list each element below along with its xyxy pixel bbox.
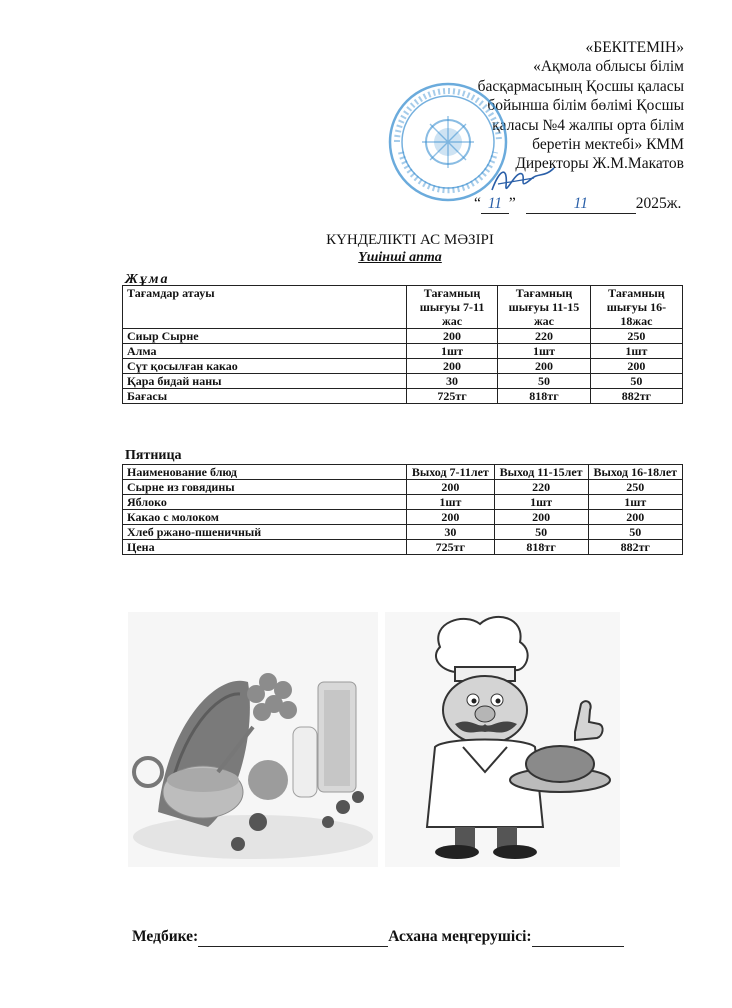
table-row bbox=[123, 374, 683, 389]
date-open-quote: “ bbox=[474, 195, 481, 212]
price-label: Бағасы bbox=[123, 389, 407, 404]
portion-value: 1шт bbox=[407, 344, 498, 359]
portion-value: 200 bbox=[590, 359, 682, 374]
portion-value: 200 bbox=[407, 480, 495, 495]
kazakh-menu-table bbox=[122, 285, 683, 404]
portion-value: 1шт bbox=[407, 495, 495, 510]
portion-value: 50 bbox=[588, 525, 683, 540]
portion-value: 220 bbox=[494, 480, 588, 495]
table-row bbox=[123, 329, 683, 344]
dish-name: Сүт қосылған какао bbox=[123, 359, 407, 374]
date-month: 11 bbox=[526, 195, 636, 214]
day-label-russian: Пятница bbox=[125, 448, 182, 463]
table-row bbox=[123, 359, 683, 374]
approval-line: қаласы №4 жалпы орта білім bbox=[492, 116, 684, 134]
russian-menu-table bbox=[122, 464, 683, 555]
table-header-cell: Тағамдар атауы bbox=[123, 286, 407, 329]
dish-name: Алма bbox=[123, 344, 407, 359]
table-row bbox=[123, 480, 683, 495]
portion-value: 1шт bbox=[588, 495, 683, 510]
price-value: 818тг bbox=[494, 540, 588, 555]
date-day: 11 bbox=[481, 195, 509, 214]
dish-name: Яблоко bbox=[123, 495, 407, 510]
portion-value: 200 bbox=[498, 359, 591, 374]
approval-line: «Ақмола облысы білім bbox=[533, 58, 684, 76]
portion-value: 220 bbox=[498, 329, 591, 344]
approval-line: «БЕКІТЕМІН» bbox=[585, 39, 684, 56]
dish-name: Хлеб ржано-пшеничный bbox=[123, 525, 407, 540]
director-signature-icon bbox=[488, 160, 558, 200]
table-row bbox=[123, 344, 683, 359]
nurse-signature-line bbox=[198, 928, 388, 947]
portion-value: 30 bbox=[407, 525, 495, 540]
food-still-life-image bbox=[128, 612, 378, 867]
table-header-cell: Выход 11-15лет bbox=[494, 465, 588, 480]
table-header-cell: Выход 7-11лет bbox=[407, 465, 495, 480]
table-header-cell: Тағамның шығуы 7-11 жас bbox=[407, 286, 498, 329]
dish-name: Сырне из говядины bbox=[123, 480, 407, 495]
table-header-cell: Тағамның шығуы 11-15 жас bbox=[498, 286, 591, 329]
portion-value: 200 bbox=[407, 510, 495, 525]
canteen-signature-line bbox=[532, 928, 624, 947]
nurse-label: Медбике: bbox=[132, 928, 199, 945]
price-value: 882тг bbox=[588, 540, 683, 555]
canteen-manager-label: Асхана меңгерушісі: bbox=[388, 928, 532, 945]
portion-value: 250 bbox=[588, 480, 683, 495]
portion-value: 250 bbox=[590, 329, 682, 344]
approval-line: бойынша білім бөлімі Қосшы bbox=[487, 97, 684, 115]
table-header-cell: Наименование блюд bbox=[123, 465, 407, 480]
portion-value: 50 bbox=[498, 374, 591, 389]
price-label: Цена bbox=[123, 540, 407, 555]
dish-name: Сиыр Сырне bbox=[123, 329, 407, 344]
approval-line: беретін мектебі» КММ bbox=[532, 136, 684, 154]
approval-line: басқармасының Қосшы қаласы bbox=[477, 77, 684, 95]
portion-value: 1шт bbox=[590, 344, 682, 359]
portion-value: 200 bbox=[407, 359, 498, 374]
chef-cartoon-image bbox=[385, 612, 620, 867]
portion-value: 200 bbox=[407, 329, 498, 344]
week-subtitle: Үшінші апта bbox=[358, 250, 442, 265]
portion-value: 200 bbox=[494, 510, 588, 525]
portion-value: 1шт bbox=[498, 344, 591, 359]
dish-name: Какао с молоком bbox=[123, 510, 407, 525]
table-header-cell: Тағамның шығуы 16-18жас bbox=[590, 286, 682, 329]
date-close-quote: ” bbox=[508, 195, 516, 212]
approval-date bbox=[474, 195, 684, 214]
table-row bbox=[123, 525, 683, 540]
portion-value: 50 bbox=[590, 374, 682, 389]
portion-value: 30 bbox=[407, 374, 498, 389]
price-value: 725тг bbox=[407, 540, 495, 555]
signature-footer bbox=[132, 928, 624, 947]
portion-value: 1шт bbox=[494, 495, 588, 510]
price-row bbox=[123, 389, 683, 404]
table-header-cell: Выход 16-18лет bbox=[588, 465, 683, 480]
table-row bbox=[123, 495, 683, 510]
table-header-row bbox=[123, 286, 683, 329]
price-value: 818тг bbox=[498, 389, 591, 404]
price-row bbox=[123, 540, 683, 555]
table-header-row bbox=[123, 465, 683, 480]
portion-value: 50 bbox=[494, 525, 588, 540]
day-label-kazakh: Жұма bbox=[125, 272, 170, 287]
date-year: 2025ж. bbox=[635, 195, 682, 212]
portion-value: 200 bbox=[588, 510, 683, 525]
director-line: Директоры Ж.М.Макатов bbox=[515, 155, 684, 173]
price-value: 725тг bbox=[407, 389, 498, 404]
dish-name: Қара бидай наны bbox=[123, 374, 407, 389]
menu-title: КҮНДЕЛІКТІ АС МӘЗІРІ bbox=[326, 232, 494, 248]
table-row bbox=[123, 510, 683, 525]
price-value: 882тг bbox=[590, 389, 682, 404]
